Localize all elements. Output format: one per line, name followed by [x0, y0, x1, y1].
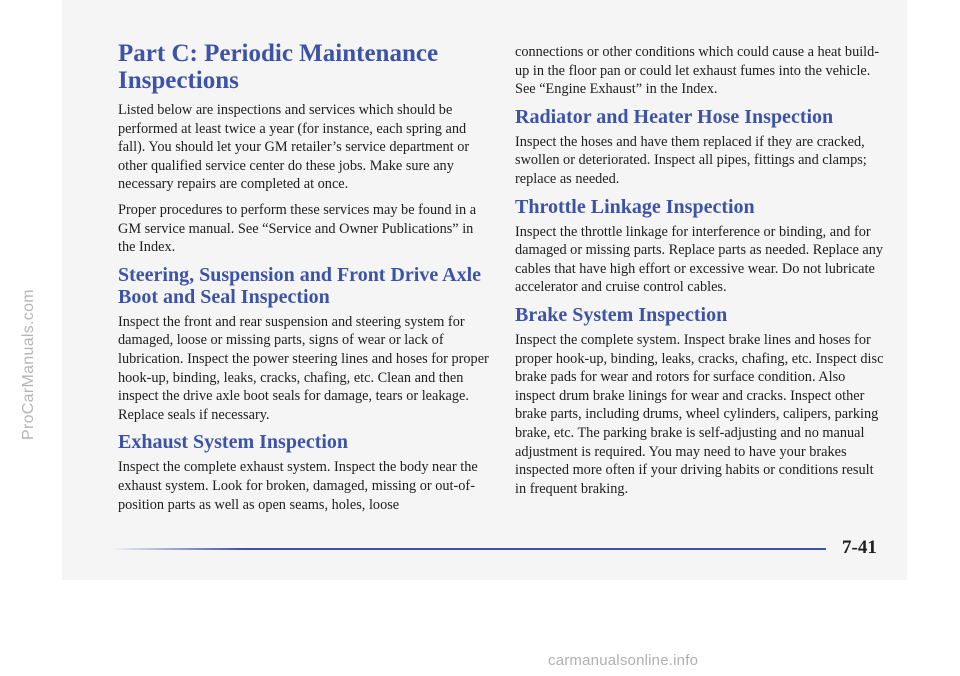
intro-paragraph-1: Listed below are inspections and services which should be performed at least twice a year (for instance, each spring and fall). You should let your GM retailer’s service department or other qualified service center do these jobs. Make sure any necessary repairs are completed at once.	[118, 102, 470, 193]
exhaust-continued: connections or other conditions which could cause a heat build-up in the floor pan or could let exhaust fumes into the vehicle. See “Engine Exhaust” in the Index.	[515, 44, 880, 98]
page-number: 7-41	[842, 537, 877, 558]
left-column	[118, 40, 490, 521]
page-title: Part C: Periodic Maintenance Inspections	[118, 40, 439, 94]
steering-heading: Steering, Suspension and Front Drive Axle Boot and Seal Inspection	[118, 263, 481, 308]
throttle-heading: Throttle Linkage Inspection	[515, 195, 755, 218]
radiator-heading: Radiator and Heater Hose Inspection	[515, 105, 834, 128]
exhaust-heading: Exhaust System Inspection	[118, 431, 349, 454]
radiator-body: Inspect the hoses and have them replaced if they are cracked, swollen or deteriorated. Inspect all pipes, fittings and clamps; replace as needed.	[515, 133, 867, 187]
steering-body: Inspect the front and rear suspension and steering system for damaged, loose or missing parts, signs of wear or lack of lubrication. Inspect the power steering lines and hoses for proper hook-up, binding, leaks, cracks, chafing, etc. Clean and then inspect the drive axle boot seals for damage, tears or leakage. Replace seals if necessary.	[118, 313, 489, 423]
side-watermark: ProCarManuals.com	[20, 289, 37, 440]
brake-body: Inspect the complete system. Inspect brake lines and hoses for proper hook-up, binding, leaks, cracks, chafing, etc. Inspect disc brake pads for wear and rotors for surface condition. Also inspect drum brake linings for wear and cracks. Inspect other brake parts, including drums, wheel cylinders, calipers, parking brake, etc. The parking brake is self-adjusting and no manual adjustment is required. You may need to have your brakes inspected more often if your driving habits or conditions result in frequent braking.	[515, 331, 884, 497]
throttle-body: Inspect the throttle linkage for interference or binding, and for damaged or missing parts. Replace parts as needed. Replace any cables that have high effort or excessive wear. Do not lubricate accelerator and cruise control cables.	[515, 223, 884, 296]
footer-rule	[116, 548, 826, 550]
brake-heading: Brake System Inspection	[515, 303, 728, 326]
footer-watermark: carmanualsonline.info	[548, 652, 699, 669]
right-column	[515, 43, 887, 505]
exhaust-body: Inspect the complete exhaust system. Inspect the body near the exhaust system. Look for broken, damaged, missing or out-of-position parts as well as open seams, holes, loose	[118, 459, 478, 513]
intro-paragraph-2: Proper procedures to perform these services may be found in a GM service manual. See “Service and Owner Publications” in the Index.	[118, 201, 477, 256]
